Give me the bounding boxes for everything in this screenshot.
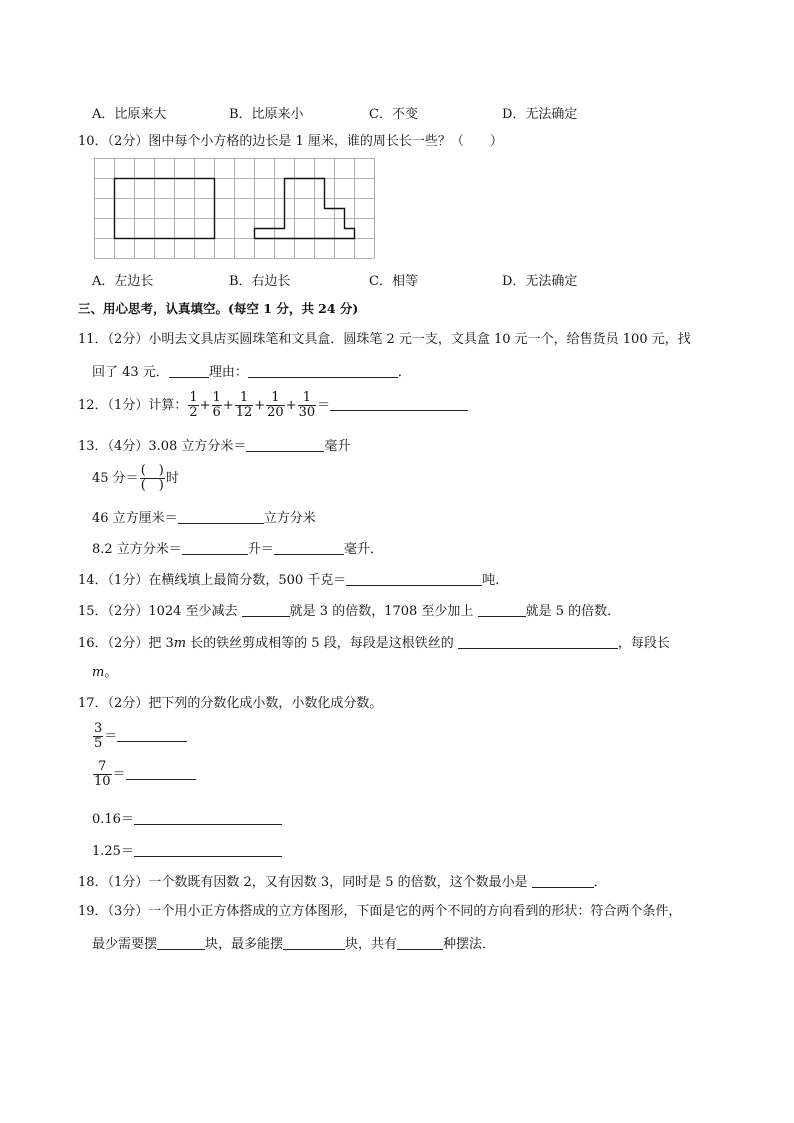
q13-text-4b: 升＝ — [247, 542, 274, 557]
q19-blank-1[interactable] — [157, 935, 205, 950]
q13-line2 — [92, 462, 179, 496]
q15-text-b: 就是 3 的倍数，1708 至少加上 — [289, 604, 474, 619]
q13-blank-4a[interactable] — [182, 540, 248, 555]
q18-text-b: ． — [593, 875, 607, 890]
q17-decimal-1: 0.16＝ — [92, 812, 134, 827]
q16-text-c: ，每段长 — [617, 636, 670, 651]
q15-blank-2[interactable] — [478, 602, 526, 617]
q12-prefix: 12．（1分）计算： — [78, 398, 188, 413]
q10-option-c: C．相等 — [369, 274, 418, 289]
q14-text-a: 14．（1分）在横线填上最简分数，500 千克＝ — [78, 573, 347, 588]
q19-text-a: 最少需要摆 — [92, 937, 158, 952]
q13-text-2a: 45 分＝ — [92, 471, 139, 486]
q12-line: 12．（1分）计算： $\frac{1}{2}$ + $\frac{1}{6}$ + $\frac{1}{12}$ + $\frac{1}{20}$ + $\frac{1}{30}$ ＝ — [78, 389, 468, 423]
q19-text-c: 块，共有 — [345, 937, 398, 952]
q16-text-b: 长的铁丝剪成相等的 5 段，每段是这根铁丝的 — [186, 636, 454, 651]
q16-unit-m-2: m — [92, 665, 105, 680]
q13-blank-3[interactable] — [178, 509, 264, 524]
section-3-heading: 三、用心思考，认真填空。(每空 1 分，共 24 分) — [78, 301, 359, 316]
q9-option-b: B．比原来小 — [229, 107, 304, 122]
q9-option-c: C．不变 — [369, 107, 418, 122]
q17-stem: 17．（2分）把下列的分数化成小数，小数化成分数。 — [78, 696, 383, 711]
q14-blank[interactable] — [346, 571, 482, 586]
q13-fraction-blank[interactable]: $\frac{( )}{( )}$ — [140, 463, 164, 493]
q14-text-b: 吨． — [482, 573, 509, 588]
q13-blank-4b[interactable] — [274, 540, 344, 555]
q19-text-d: 种摆法． — [443, 937, 496, 952]
q16-blank[interactable] — [458, 634, 618, 649]
q11-text-b: 理由： — [208, 365, 248, 380]
q17-blank-3[interactable] — [134, 810, 282, 825]
q10-stem: 10．（2分）图中每个小方格的边长是 1 厘米，谁的周长长一些？（ ） — [78, 134, 503, 149]
q19-line2 — [92, 935, 495, 953]
q10-grid-figure — [94, 158, 376, 260]
q12-fraction-2: $\frac{1}{6}$ — [212, 390, 221, 420]
q13-text-1b: 毫升 — [324, 439, 351, 454]
q11-answer-blank[interactable] — [169, 363, 209, 378]
q11-line1: 11．（2分）小明去文具店买圆珠笔和文具盒．圆珠笔 2 元一支，文具盒 10 元一个，给售货员 100 元，找 — [78, 332, 691, 347]
q13-line3 — [92, 509, 316, 527]
right-staircase-shape — [255, 179, 355, 239]
q17-item-2: $\frac{7}{10}$ ＝ — [92, 758, 196, 792]
q11-reason-blank[interactable] — [248, 363, 398, 378]
q14-line — [78, 571, 508, 589]
q13-line4 — [92, 540, 383, 558]
q15-text-a: 15．（2分）1024 至少减去 — [78, 604, 238, 619]
q13-text-4a: 8.2 立方分米＝ — [92, 542, 182, 557]
q13-text-2b: 时 — [165, 471, 179, 486]
q12-fraction-1: $\frac{1}{2}$ — [189, 390, 198, 420]
q16-line1 — [78, 634, 670, 652]
q17-fraction-2: $\frac{7}{10}$ — [94, 759, 111, 789]
q17-blank-2[interactable] — [126, 765, 196, 780]
q19-blank-2[interactable] — [283, 935, 345, 950]
left-rectangle — [115, 179, 215, 239]
q13-line1 — [78, 437, 350, 455]
q16-unit-m: m — [173, 636, 187, 651]
q10-option-b: B．右边长 — [229, 274, 291, 289]
q10-option-a: A．左边长 — [92, 274, 154, 289]
q17-fraction-1: $\frac{3}{5}$ — [94, 721, 103, 751]
q13-text-3a: 46 立方厘米＝ — [92, 511, 178, 526]
q18-text-a: 18．（1分）一个数既有因数 2，又有因数 3，同时是 5 的倍数，这个数最小是 — [78, 875, 528, 890]
q18-blank[interactable] — [532, 873, 594, 888]
q19-blank-3[interactable] — [397, 935, 443, 950]
q19-text-b: 块，最多能摆 — [205, 937, 284, 952]
q12-answer-blank[interactable] — [330, 396, 468, 411]
q11-line2 — [92, 363, 411, 381]
q11-text-a: 回了 43 元． — [92, 365, 169, 380]
q17-item-4 — [92, 842, 282, 860]
q15-blank-1[interactable] — [242, 602, 290, 617]
q17-item-1: $\frac{3}{5}$ ＝ — [92, 720, 187, 754]
q13-text-3b: 立方分米 — [263, 511, 316, 526]
q9-option-a: A．比原来大 — [92, 107, 167, 122]
q13-text-4c: 毫升． — [343, 542, 383, 557]
q17-blank-1[interactable] — [117, 727, 187, 742]
q16-text-end: 。 — [104, 665, 118, 680]
q17-blank-4[interactable] — [134, 842, 282, 857]
q17-decimal-2: 1.25＝ — [92, 844, 134, 859]
q10-option-d: D．无法确定 — [502, 274, 578, 289]
q12-fraction-4: $\frac{1}{20}$ — [267, 390, 284, 420]
q13-text-1a: 13．（4分）3.08 立方分米＝ — [78, 439, 247, 454]
q12-fraction-3: $\frac{1}{12}$ — [235, 390, 253, 420]
q13-blank-1[interactable] — [246, 437, 324, 452]
q18-line — [78, 873, 607, 891]
q17-item-3 — [92, 810, 282, 828]
q16-line2 — [92, 665, 117, 681]
q15-text-c: 就是 5 的倍数． — [525, 604, 621, 619]
q11-text-c: ． — [397, 365, 411, 380]
q19-line1: 19．（3分）一个用小正方体搭成的立方体图形，下面是它的两个不同的方向看到的形状：符合两个条件， — [78, 904, 682, 919]
q12-fraction-5: $\frac{1}{30}$ — [298, 390, 316, 420]
q16-text-a: 16．（2分）把 3 — [78, 636, 174, 651]
q15-line — [78, 602, 620, 620]
q9-option-d: D．无法确定 — [502, 107, 578, 122]
